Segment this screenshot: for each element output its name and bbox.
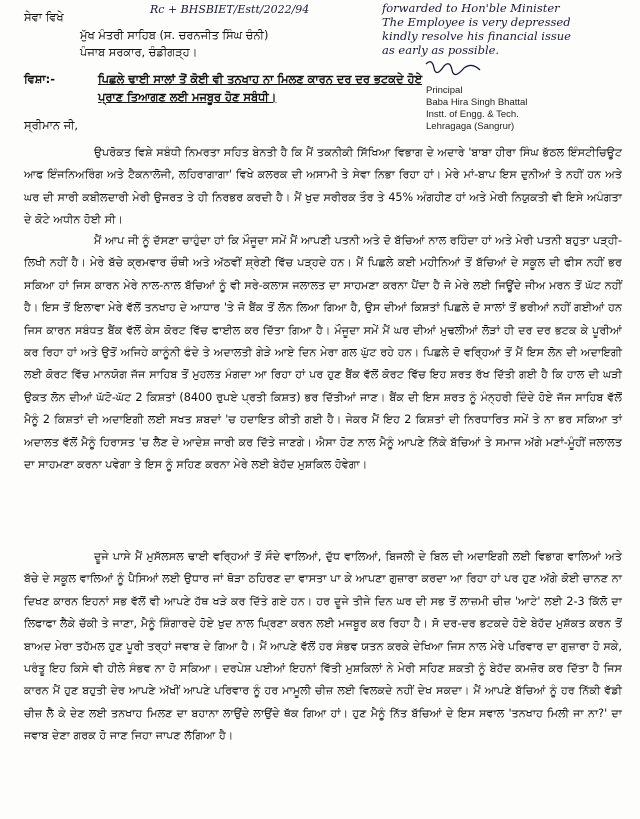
stamp-line: Baba Hira Singh Bhattal [426, 97, 528, 108]
note-line: forwarded to Hon'ble Minister [382, 1, 560, 15]
subject-text: ਪਿਛਲੇ ਢਾਈ ਸਾਲਾਂ ਤੋਂ ਕੋਈ ਵੀ ਤਨਖਾਹ ਨਾ ਮਿਲਣ ਕਾਰਨ ਦਰ ਦਰ ਭਟਕਦੇ ਹੋਏ ਪ੍ਰਾਣ ਤਿਆਗਣ ਲਈ ਮਜਬੂਰ ਹੋਣ ਸਬੰਧੀ। [98, 72, 423, 104]
paragraph-1 [24, 142, 622, 232]
signature-mark [424, 56, 484, 82]
note-line: kindly resolve his financial issue [382, 29, 571, 43]
recipient-office: ਪੰਜਾਬ ਸਰਕਾਰ, ਚੰਡੀਗੜ੍ਹ। [80, 45, 198, 59]
subject-label: ਵਿਸ਼ਾ:- [24, 72, 55, 86]
salutation-to: ਸੇਵਾ ਵਿਖੇ [24, 10, 64, 24]
greeting: ਸ੍ਰੀਮਾਨ ਜੀ, [24, 118, 79, 132]
paragraph-text: ਦੂਜੇ ਪਾਸੇ ਮੈਂ ਮੁਸੱਲਸਲ ਢਾਈ ਵਰ੍ਹਿਆਂ ਤੋਂ ਸੌਦੇ ਵਾਲਿਆਂ, ਦੁੱਧ ਵਾਲਿਆਂ, ਬਿਜਲੀ ਦੇ ਬਿਲ ਦੀ ਅਦਾਇਗੀ ਲਈ ਵਿਭਾਗ ਵਾਲਿਆਂ ਅਤੇ ਬੱਚੇ ਦੇ ਸਕੂਲ ਵਾਲਿਆਂ ਨੂੰ ਪੈਸਿਆਂ ਲਈ ਉਧਾਰ ਜਾਂ ਥੋੜਾ ਠਹਿਰਣ ਦਾ ਵਾਸਤਾ ਪਾ ਕੇ ਆਪਣਾ ਗੁਜ਼ਾਰਾ ਕਰਦਾ ਆ ਰਿਹਾ ਹਾਂ ਪਰ ਹੁਣ ਅੱਗੇ ਕੋਈ ਚਾਨਣ ਨਾ ਦਿਖਣ ਕਾਰਨ ਇਹਨਾਂ ਸਭ ਵੱਲੋਂ ਵੀ ਆਪਣੇ ਹੱਥ ਖੜੇ ਕਰ ਦਿੱਤੇ ਗਏ ਹਨ। ਹਰ ਦੂਜੇ ਤੀਜੇ ਦਿਨ ਘਰ ਦੀ ਸਭ ਤੋਂ ਲਾਜ਼ਮੀ ਚੀਜ਼ 'ਆਟੇ' ਲਈ 2-3 ਕਿੱਲੋ ਦਾ ਲਿਫਾਫਾ ਲੈਕੇ ਚੱਕੀ ਤੇ ਜਾਣਾ, ਮੈਨੂੰ ਸ਼ਿੰਗਾਰਦੇ ਹੋਏ ਖੁਦ ਨਾਲ ਘ੍ਰਿਣਾ ਕਰਨ ਲਈ ਮਜਬੂਰ ਕਰ ਰਿਹਾ ਹੈ। ਸੋ ਦਰ-ਦਰ ਭਟਕਦੇ ਹੋਏ ਬੇਹੱਦ ਮੁਸ਼ੱਕਤ ਕਰਨ ਤੋਂ ਬਾਅਦ ਮੇਰਾ ਤਹੱਮਲ ਹੁਣ ਪੂਰੀ ਤਰ੍ਹਾਂ ਜਵਾਬ ਦੇ ਗਿਆ ਹੈ। ਮੈਂ ਆਪਣੇ ਵੱਲੋਂ ਹਰ ਸੰਭਵ ਯਤਨ ਕਰਕੇ ਦੇਖਿਆ ਜਿਸ ਨਾਲ ਮੇਰੇ ਪਰਿਵਾਰ ਦਾ ਗੁਜ਼ਾਰਾ ਹੋ ਸਕੇ, ਪਰੰਤੂ ਇਹ ਕਿਸੇ ਵੀ ਹੀਲੇ ਸੰਭਵ ਨਾ ਹੋ ਸਕਿਆ। ਦਰਪੇਸ਼ ਪਈਆਂ ਇਹਨਾਂ ਵਿੱਤੀ ਮੁਸ਼ਕਿਲਾਂ ਨੇ ਮੇਰੀ ਸਹਿਣ ਸ਼ਕਤੀ ਨੂੰ ਬੇਹੱਦ ਕਮਜ਼ੋਰ ਕਰ ਦਿੱਤਾ ਹੈ ਜਿਸ ਕਾਰਨ ਮੈਂ ਹੁਣ ਬਹੁਤੀ ਦੇਰ ਆਪਣੇ ਅੱਖੀਂ ਆਪਣੇ ਪਰਿਵਾਰ ਨੂੰ ਹਰ ਮਾਮੂਲੀ ਚੀਜ਼ ਲਈ ਵਿਲਕਦੇ ਨਹੀਂ ਦੇਖ ਸਕਦਾ। ਮੈਂ ਆਪਣੇ ਬੱਚਿਆਂ ਨੂੰ ਹਰ ਨਿੱਕੀ ਵੱਡੀ ਚੀਜ਼ ਲੈ ਕੇ ਦੇਣ ਲਈ ਤਨਖਾਹ ਮਿਲਣ ਦਾ ਬਹਾਨਾ ਲਾਉਂਦੇ ਲਾਉਂਦੇ ਥੱਕ ਗਿਆ ਹਾਂ। ਹੁਣ ਮੈਨੂੰ ਨਿੱਤ ਬੱਚਿਆਂ ਦੇ ਇਸ ਸਵਾਲ 'ਤਨਖਾਹ ਮਿਲੀ ਜਾ ਨਾ?' ਦਾ ਜਵਾਬ ਦੇਣਾ ਗਰਕ ਹੋ ਜਾਣ ਜਿਹਾ ਜਾਪਣ ਲੱਗਿਆ ਹੈ। [24, 550, 622, 743]
forwarding-note [382, 1, 638, 57]
reference-number: Rc + BHSBIET/Estt/2022/94 [150, 3, 310, 16]
paragraph-3 [24, 546, 622, 748]
recipient-title: ਮੁੱਖ ਮੰਤਰੀ ਸਾਹਿਬ (ਸ. ਚਰਨਜੀਤ ਸਿੰਘ ਚੰਨੀ) [80, 28, 269, 42]
paragraph-text: ਮੈਂ ਆਪ ਜੀ ਨੂੰ ਦੱਸਣਾ ਚਾਹੁੰਦਾ ਹਾਂ ਕਿ ਮੌਜੂਦਾ ਸਮੇਂ ਮੈਂ ਆਪਣੀ ਪਤਨੀ ਅਤੇ ਦੋ ਬੱਚਿਆਂ ਨਾਲ ਰਹਿੰਦਾ ਹਾਂ ਅਤੇ ਮੇਰੀ ਪਤਨੀ ਬਹੁਤਾ ਪੜ੍ਹੀ-ਲਿਖੀ ਨਹੀਂ ਹੈ। ਮੇਰੇ ਬੱਚੇ ਕ੍ਰਮਵਾਰ ਚੌਥੀ ਅਤੇ ਅੱਠਵੀਂ ਸ਼੍ਰੇਣੀ ਵਿੱਚ ਪੜ੍ਹਦੇ ਹਨ। ਮੈਂ ਪਿਛਲੇ ਕਈ ਮਹੀਨਿਆਂ ਤੋਂ ਬੱਚਿਆਂ ਦੇ ਸਕੂਲ ਦੀ ਫੀਸ ਨਹੀਂ ਭਰ ਸਕਿਆ ਹਾਂ ਜਿਸ ਕਾਰਨ ਮੇਰੇ ਨਾਲ-ਨਾਲ ਬੱਚਿਆਂ ਨੂੰ ਵੀ ਸਰੇ-ਕਲਾਸ ਜਲਾਲਤ ਦਾ ਸਾਹਮਣਾ ਕਰਨਾ ਪੈਂਦਾ ਹੈ ਜੋ ਮੇਰੇ ਲਈ ਜਿਊਂਦੇ ਜੀਅ ਮਰਨ ਤੋਂ ਘੱਟ ਨਹੀਂ ਹੈ। ਇਸ ਤੋਂ ਇਲਾਵਾ ਮੇਰੇ ਵੱਲੋਂ ਤਨਖਾਹ ਦੇ ਆਧਾਰ 'ਤੇ ਜੋ ਬੈਂਕ ਤੋਂ ਲੋਨ ਲਿਆ ਗਿਆ ਹੈ, ਉਸ ਦੀਆਂ ਕਿਸ਼ਤਾਂ ਪਿਛਲੇ ਦੋ ਸਾਲਾਂ ਤੋਂ ਭਰੀਆਂ ਨਹੀਂ ਗਈਆਂ ਹਨ ਜਿਸ ਕਾਰਨ ਸਬੰਧਤ ਬੈਂਕ ਵੱਲੋਂ ਕੇਸ ਕੋਰਟ ਵਿੱਚ ਫਾਈਲ ਕਰ ਦਿੱਤਾ ਗਿਆ ਹੈ। ਮੌਜੂਦਾ ਸਮੇਂ ਮੈਂ ਘਰ ਦੀਆਂ ਮੁਢਲੀਆਂ ਲੋੜਾਂ ਹੀ ਦਰ ਦਰ ਭਟਕ ਕੇ ਪੂਰੀਆਂ ਕਰ ਰਿਹਾ ਹਾਂ ਅਤੇ ਉਤੋਂ ਅਜਿਹੇ ਕਾਨੂੰਨੀ ਫੰਦੇ ਤੇ ਅਦਾਲਤੀ ਗੇੜੇ ਆਏ ਦਿਨ ਮੇਰਾ ਗਲ ਘੁੱਟ ਰਹੇ ਹਨ। ਪਿਛਲੇ ਦੋ ਵਰ੍ਹਿਆਂ ਤੋਂ ਮੈਂ ਇਸ ਲੋਨ ਦੀ ਅਦਾਇਗੀ ਲਈ ਕੋਰਟ ਵਿੱਚ ਮਾਨਯੋਗ ਜੱਜ ਸਾਹਿਬ ਤੋਂ ਮੁਹਲਤ ਮੰਗਦਾ ਆ ਰਿਹਾ ਹਾਂ ਪਰ ਹੁਣ ਬੈਂਕ ਵੱਲੋਂ ਕੋਰਟ ਵਿੱਚ ਇਹ ਸ਼ਰਤ ਰੱਖ ਦਿੱਤੀ ਗਈ ਹੈ ਕਿ ਹਾਲ ਦੀ ਘੜੀ ਉਕਤ ਲੋਨ ਦੀਆਂ ਘੱਟੋ-ਘੱਟ 2 ਕਿਸ਼ਤਾਂ (8400 ਰੁਪਏ ਪ੍ਰਤੀ ਕਿਸ਼ਤ) ਭਰ ਦਿੱਤੀਆਂ ਜਾਣ। ਬੈਂਕ ਦੀ ਇਸ ਸ਼ਰਤ ਨੂੰ ਮੰਨ੍ਹਰੀ ਦਿੰਦੇ ਹੋਏ ਜੱਜ ਸਾਹਿਬ ਵੱਲੋਂ ਮੈਨੂੰ 2 ਕਿਸ਼ਤਾਂ ਦੀ ਅਦਾਇਗੀ ਲਈ ਸਖਤ ਸ਼ਬਦਾਂ 'ਚ ਹਦਾਇਤ ਕੀਤੀ ਗਈ ਹੈ। ਜੇਕਰ ਮੈਂ ਇਹ 2 ਕਿਸ਼ਤਾਂ ਦੀ ਨਿਰਧਾਰਿਤ ਸਮੇਂ ਤੇ ਨਾ ਭਰ ਸਕਿਆ ਤਾਂ ਅਦਾਲਤ ਵੱਲੋਂ ਮੈਨੂੰ ਹਿਰਾਸਤ 'ਚ ਲੈਣ ਦੇ ਆਦੇਸ਼ ਜਾਰੀ ਕਰ ਦਿੱਤੇ ਜਾਣਗੇ। ਐਸਾ ਹੋਣ ਨਾਲ ਮੈਨੂੰ ਆਪਣੇ ਨਿੱਕੇ ਬੱਚਿਆਂ ਤੇ ਸਮਾਜ ਅੱਗੇ ਮਣਾਂ-ਮੂੰਹੀਂ ਜਲਾਲਤ ਦਾ ਸਾਹਮਣਾ ਕਰਨਾ ਪਵੇਗਾ ਤੇ ਇਸ ਨੂੰ ਸਹਿਣ ਕਰਨਾ ਮੇਰੇ ਲਈ ਬੇਹੱਦ ਮੁਸ਼ਕਿਲ ਹੋਵੇਗਾ। [24, 234, 622, 472]
paragraph-2 [24, 230, 622, 476]
stamp-line: Lehragaga (Sangrur) [426, 121, 515, 132]
stamp-title: Principal [426, 85, 463, 96]
note-line: as early as possible. [382, 43, 500, 57]
stamp-line: Instt. of Engg. & Tech. [426, 109, 519, 120]
principal-stamp [426, 85, 527, 133]
paragraph-text: ਉਪਰੋਕਤ ਵਿਸ਼ੇ ਸਬੰਧੀ ਨਿਮਰਤਾ ਸਹਿਤ ਬੇਨਤੀ ਹੈ ਕਿ ਮੈਂ ਤਕਨੀਕੀ ਸਿੱਖਿਆ ਵਿਭਾਗ ਦੇ ਅਦਾਰੇ 'ਬਾਬਾ ਹੀਰਾ ਸਿੰਘ ਭੱਠਲ ਇੰਸਟੀਚਿਊਟ ਆਫ ਇੰਜਨਿਅਰਿੰਗ ਅਤੇ ਟੈਕਨਾਲੋਜੀ, ਲਹਿਰਾਗਾਗਾ' ਵਿਖੇ ਕਲਰਕ ਦੀ ਅਸਾਮੀ ਤੇ ਸੇਵਾ ਨਿਭਾ ਰਿਹਾ ਹਾਂ। ਮੇਰੇ ਮਾਂ-ਬਾਪ ਇਸ ਦੁਨੀਆਂ ਤੇ ਨਹੀਂ ਹਨ ਅਤੇ ਘਰ ਦੀ ਸਾਰੀ ਕਬੀਲਦਾਰੀ ਮੇਰੀ ਉਜਰਤ ਤੇ ਹੀ ਨਿਰਭਰ ਕਰਦੀ ਹੈ। ਮੈਂ ਖੁਦ ਸਰੀਰਕ ਤੌਰ ਤੇ 45% ਅੰਗਹੀਣ ਹਾਂ ਅਤੇ ਮੇਰੀ ਨਿਯੁਕਤੀ ਵੀ ਇਸੇ ਅਪੰਗਤਾ ਦੇ ਕੋਟੇ ਅਧੀਨ ਹੋਈ ਸੀ। [24, 146, 622, 227]
note-line: The Employee is very depressed [382, 15, 571, 29]
